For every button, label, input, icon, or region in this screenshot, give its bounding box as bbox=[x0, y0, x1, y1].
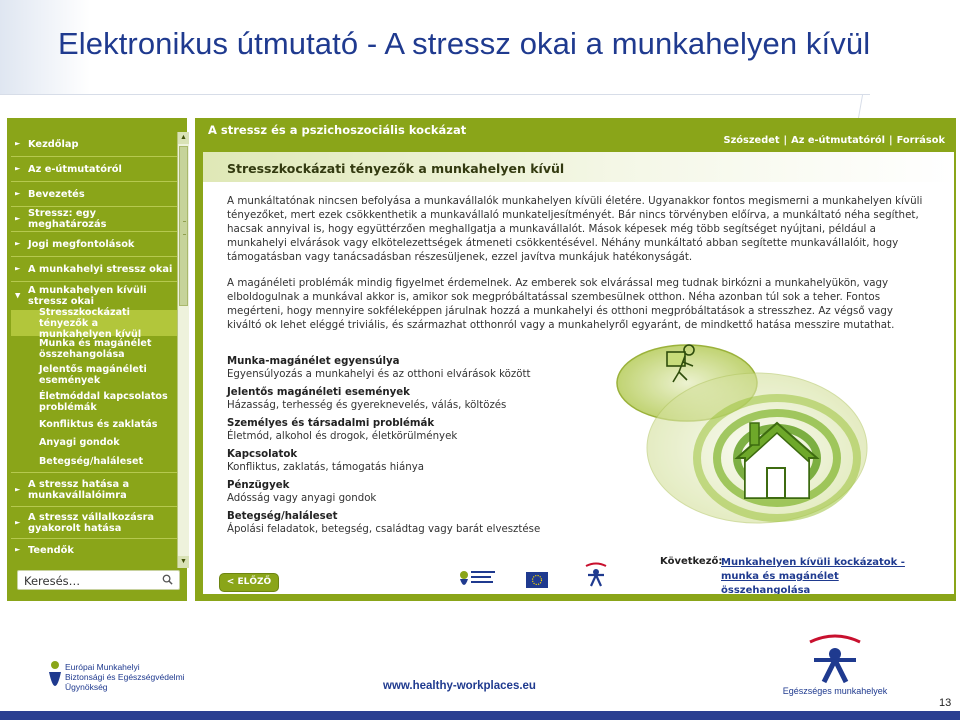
list-item bbox=[227, 449, 557, 474]
slide-title: Elektronikus útmutató - A stressz okai a munkahelyen kívül bbox=[58, 26, 871, 61]
factor-desc: Életmód, alkohol és drogok, életkörülmények bbox=[227, 430, 458, 442]
healthy-workplaces-logo bbox=[780, 628, 890, 700]
divider bbox=[0, 94, 870, 95]
next-label: Következő: bbox=[660, 556, 723, 567]
sidebar-subitem-label: Jelentős magánéleti események bbox=[39, 364, 147, 386]
sources-link[interactable]: Források bbox=[896, 135, 945, 146]
osha-figure-icon bbox=[47, 660, 63, 694]
scroll-down-icon[interactable]: ▼ bbox=[178, 556, 189, 568]
sidebar-subitem-lifestyle[interactable] bbox=[11, 388, 177, 415]
intro-paragraph: A munkáltatónak nincsen befolyása a munkavállalók munkahelyen kívüli életére. Ugyanakkor fontos megismerni a munkahelyen kívüli tényezőket, mert ezek csökkenthetik a munkavállaló munkateljesítményét. Bár nincs törvényben előírva, a munkáltató néha segíthet, hacsak annyival is, hogy együttérzően meghallgatja a munkavállalót. Mások képesek még több segítséget nyújtani, például a munkahelyi elvárások vagy elkötelezettségek átmeneti csökkentésével. Néhány munkáltató abban segítette munkavállalóit, hogy támogatásban vagy tanácsadásban részesüljenek, ezzel javítva munkájuk hatékonyságát. bbox=[227, 195, 923, 263]
sidebar-subitem-label: Munka és magánélet összehangolása bbox=[39, 338, 152, 360]
top-links bbox=[724, 135, 945, 146]
sidebar-item-label: Kezdőlap bbox=[28, 138, 79, 150]
logo-line: Európai Munkahelyi bbox=[65, 662, 140, 672]
sidebar-subitem-risk-factors[interactable] bbox=[11, 306, 177, 340]
sidebar-subitem-life-events[interactable] bbox=[11, 362, 177, 388]
factor-title: Kapcsolatok bbox=[227, 449, 298, 460]
content-area bbox=[203, 152, 954, 594]
chevron-right-icon: ► bbox=[15, 545, 21, 554]
eu-osha-logo-text bbox=[65, 662, 185, 692]
link-separator: | bbox=[889, 135, 893, 146]
list-item bbox=[227, 387, 557, 412]
factor-desc: Házasság, terhesség és gyereknevelés, válás, költözés bbox=[227, 399, 507, 411]
bottom-bar bbox=[0, 711, 960, 720]
factor-desc: Adósság vagy anyagi gondok bbox=[227, 492, 377, 504]
sidebar-subitem-label: Stresszkockázati tényezők a munkahelyen kívül bbox=[39, 306, 142, 340]
house-rings-illustration bbox=[587, 328, 907, 538]
sidebar-item-label: A stressz vállalkozásra gyakorolt hatása bbox=[28, 511, 155, 534]
eu-flag-icon bbox=[526, 572, 548, 588]
sidebar-item-label: A munkahelyi stressz okai bbox=[28, 263, 173, 275]
sidebar-item-label: Jogi megfontolások bbox=[28, 238, 135, 250]
search-placeholder: Keresés… bbox=[24, 574, 81, 588]
chevron-right-icon: ► bbox=[15, 239, 21, 248]
healthy-workplaces-icon bbox=[780, 628, 890, 684]
about-link[interactable]: Az e-útmutatóról bbox=[791, 135, 886, 146]
scroll-up-icon[interactable]: ▲ bbox=[178, 132, 189, 144]
chevron-right-icon: ► bbox=[15, 189, 21, 198]
sidebar-menu bbox=[11, 132, 177, 568]
next-link[interactable]: Munkahelyen kívüli kockázatok - munka és magánélet összehangolása bbox=[721, 557, 905, 594]
sidebar-item-legal[interactable] bbox=[11, 232, 177, 257]
e-guide-screenshot bbox=[7, 118, 956, 601]
chevron-right-icon: ► bbox=[15, 214, 21, 223]
search-input[interactable] bbox=[17, 570, 180, 590]
sidebar-subitem-label: Anyagi gondok bbox=[39, 436, 120, 448]
sidebar-scrollbar[interactable] bbox=[177, 132, 189, 568]
factor-title: Munka-magánélet egyensúlya bbox=[227, 356, 400, 367]
search-icon[interactable] bbox=[162, 574, 173, 585]
sidebar-item-label: Teendők bbox=[28, 544, 74, 556]
sidebar-item-home[interactable] bbox=[11, 132, 177, 157]
chevron-right-icon: ► bbox=[15, 264, 21, 273]
chevron-right-icon: ► bbox=[15, 485, 21, 493]
eu-osha-logo bbox=[47, 660, 187, 700]
sidebar-item-label: A munkahelyen kívüli stressz okai bbox=[28, 285, 147, 307]
sidebar-item-todo[interactable] bbox=[11, 539, 177, 561]
glossary-link[interactable]: Szószedet bbox=[723, 135, 780, 146]
sidebar bbox=[7, 118, 187, 601]
factor-title: Betegség/haláleset bbox=[227, 511, 338, 522]
healthy-workplaces-label: Egészséges munkahelyek bbox=[782, 686, 888, 696]
scrollbar-thumb[interactable] bbox=[179, 146, 188, 306]
healthy-workplaces-mini-icon bbox=[583, 562, 609, 592]
chevron-right-icon: ► bbox=[15, 164, 21, 173]
prev-button[interactable]: < ELŐZŐ bbox=[220, 574, 278, 591]
section-title: A stressz és a pszichoszociális kockázat bbox=[208, 123, 467, 137]
osha-logo-icon bbox=[456, 565, 498, 593]
sidebar-item-about[interactable] bbox=[11, 157, 177, 182]
sidebar-subitem-finance[interactable] bbox=[11, 433, 177, 451]
list-item bbox=[227, 511, 557, 536]
second-paragraph: A magánéleti problémák mindig figyelmet érdemelnek. Az emberek sok elvárással meg tudnak birkózni a munkahelyükön, vagy elboldogulnak a munkával akkor is, amikor sok megpróbáltatással szembesülnek otthon. Néha azonban túl sok a teher. Fontos megérteni, hogy mennyire sokféleképpen járulnak hozzá a munkahelyi és otthoni megpróbáltatások a stresszhez. Az végső vagy kiváltó ok lehet eléggé triviális, és származhat otthonról vagy a munkahelyről egyaránt, de mindkettő hatása messzire mutathat. bbox=[227, 277, 895, 331]
factor-list bbox=[227, 356, 557, 542]
link-separator: | bbox=[783, 135, 788, 146]
sidebar-subitem-work-life[interactable] bbox=[11, 336, 177, 362]
list-item bbox=[227, 480, 557, 505]
divider bbox=[858, 95, 863, 118]
page-number: 13 bbox=[939, 697, 952, 709]
factor-title: Személyes és társadalmi problémák bbox=[227, 418, 435, 429]
list-item bbox=[227, 418, 557, 443]
sidebar-subitem-label: Életmóddal kapcsolatos problémák bbox=[39, 390, 168, 413]
grip-icon bbox=[183, 221, 186, 235]
factor-desc: Egyensúlyozás a munkahelyi és az otthoni elvárások között bbox=[227, 368, 531, 380]
sidebar-item-outside-causes[interactable] bbox=[11, 282, 177, 310]
sidebar-item-definition[interactable] bbox=[11, 207, 177, 232]
page-title: Stresszkockázati tényezők a munkahelyen kívül bbox=[227, 161, 565, 176]
sidebar-item-effects-workers[interactable] bbox=[11, 473, 177, 507]
factor-title: Jelentős magánéleti események bbox=[227, 387, 410, 398]
sidebar-item-work-causes[interactable] bbox=[11, 257, 177, 282]
sidebar-item-label: A stressz hatása a munkavállalóimra bbox=[28, 478, 130, 501]
chevron-right-icon: ► bbox=[15, 518, 21, 526]
factor-title: Pénzügyek bbox=[227, 480, 290, 491]
logo-line: Ügynökség bbox=[65, 682, 108, 692]
factor-desc: Konfliktus, zaklatás, támogatás hiánya bbox=[227, 461, 424, 473]
sidebar-item-effects-business[interactable] bbox=[11, 507, 177, 539]
sidebar-item-intro[interactable] bbox=[11, 182, 177, 207]
content-panel bbox=[195, 118, 956, 601]
sidebar-subitem-label: Betegség/haláleset bbox=[39, 456, 144, 467]
panel-header bbox=[195, 118, 956, 152]
chevron-right-icon: ► bbox=[15, 139, 21, 148]
sidebar-subitem-conflict[interactable] bbox=[11, 415, 177, 433]
logo-line: Biztonsági és Egészségvédelmi bbox=[65, 672, 185, 682]
sidebar-subitem-illness[interactable] bbox=[11, 451, 177, 473]
sidebar-subitem-label: Konfliktus és zaklatás bbox=[39, 418, 158, 430]
sidebar-item-label: Bevezetés bbox=[28, 188, 85, 200]
website-url[interactable]: www.healthy-workplaces.eu bbox=[383, 680, 536, 692]
sidebar-item-label: Stressz: egy meghatározás bbox=[28, 208, 107, 230]
chevron-down-icon: ▼ bbox=[15, 291, 21, 300]
sidebar-item-label: Az e-útmutatóról bbox=[28, 163, 122, 175]
factor-desc: Ápolási feladatok, betegség, családtag vagy barát elvesztése bbox=[227, 523, 541, 535]
list-item bbox=[227, 356, 557, 381]
